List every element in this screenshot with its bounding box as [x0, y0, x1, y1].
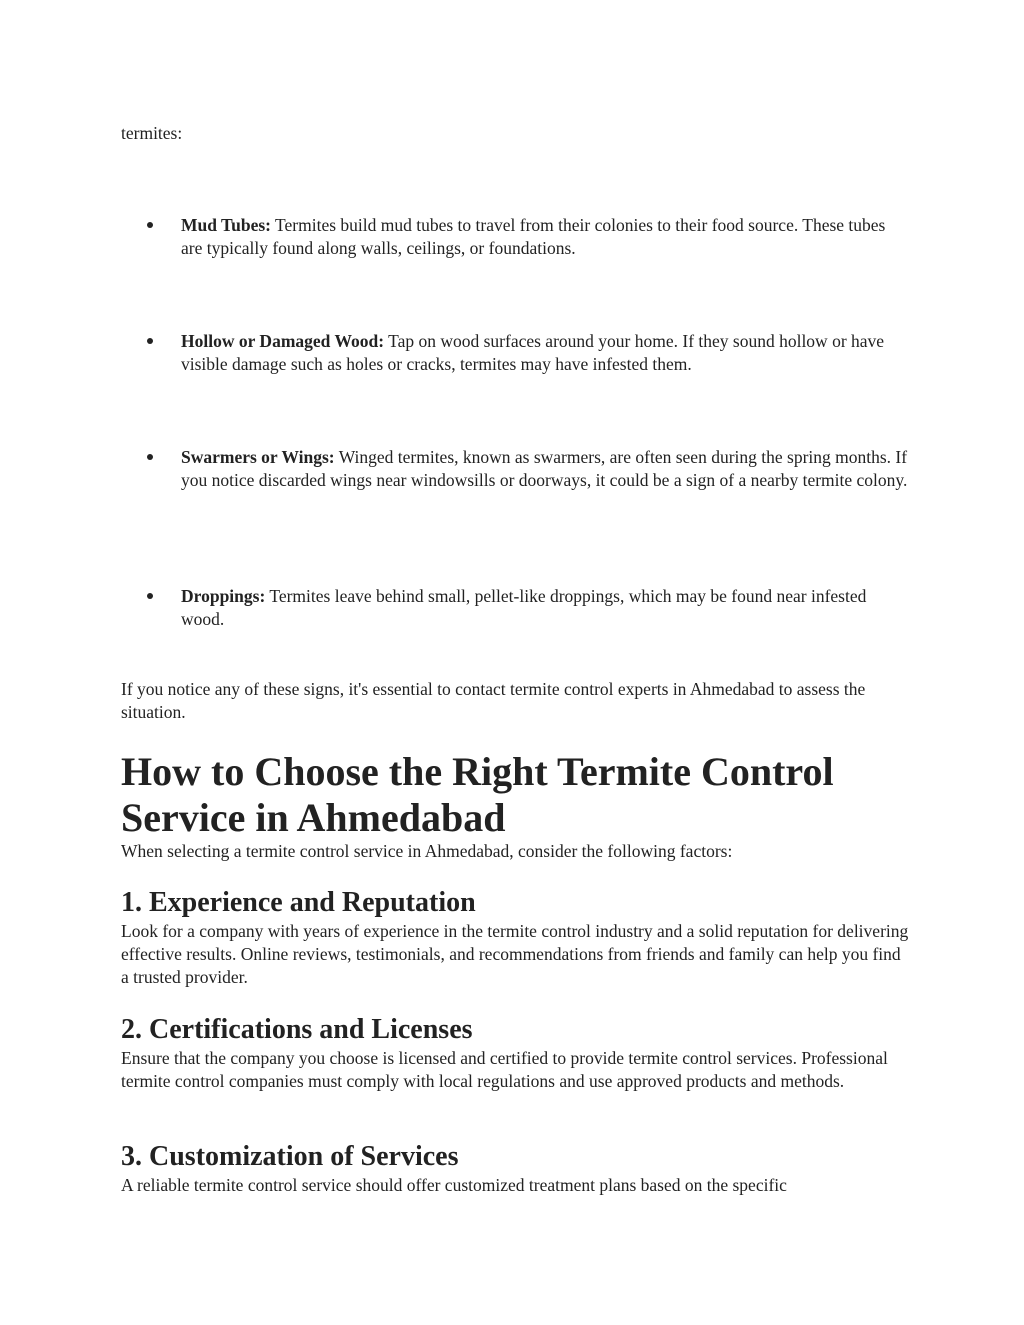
list-item [181, 585, 911, 631]
bullet-icon [147, 593, 155, 601]
list-item [181, 446, 911, 492]
factor-heading: 2. Certifications and Licenses [121, 1014, 473, 1045]
bullet-icon [147, 222, 155, 230]
factor-heading: 3. Customization of Services [121, 1141, 459, 1172]
factor-text: Look for a company with years of experience in the termite control industry and a solid reputation for delivering effective results. Online reviews, testimonials, and recommendations from friends and family can help you find a trusted provider. [121, 921, 909, 987]
list-item-title: Droppings: [181, 586, 266, 606]
list-item-title: Hollow or Damaged Wood: [181, 331, 385, 351]
factor-heading: 1. Experience and Reputation [121, 887, 476, 918]
list-item-text: Termites leave behind small, pellet-like droppings, which may be found near infested wood. [181, 586, 867, 629]
factor-text: Ensure that the company you choose is licensed and certified to provide termite control services. Professional termite control companies must comply with local regulations and use approved products and methods. [121, 1048, 888, 1091]
bullet-icon [147, 338, 155, 346]
signs-conclusion: If you notice any of these signs, it's essential to contact termite control experts in Ahmedabad to assess the situation. [121, 679, 866, 722]
list-item-title: Swarmers or Wings: [181, 447, 335, 467]
section-heading: How to Choose the Right Termite Control Service in Ahmedabad [121, 749, 834, 840]
list-item-text: Termites build mud tubes to travel from their colonies to their food source. These tubes are typically found along walls, ceilings, or foundations. [181, 215, 886, 258]
list-item-text: Winged termites, known as swarmers, are often seen during the spring months. If you notice discarded wings near windowsills or doorways, it could be a sign of a nearby termite colony. [181, 447, 908, 490]
list-item [181, 330, 911, 376]
bullet-icon [147, 454, 155, 462]
section-intro: When selecting a termite control service in Ahmedabad, consider the following factors: [121, 841, 733, 861]
list-item-text: Tap on wood surfaces around your home. If they sound hollow or have visible damage such as holes or cracks, termites may have infested them. [181, 331, 885, 374]
intro-fragment: termites: [121, 123, 183, 143]
list-item [181, 214, 911, 260]
list-item-title: Mud Tubes: [181, 215, 271, 235]
factor-text: A reliable termite control service should offer customized treatment plans based on the specific [121, 1175, 787, 1195]
